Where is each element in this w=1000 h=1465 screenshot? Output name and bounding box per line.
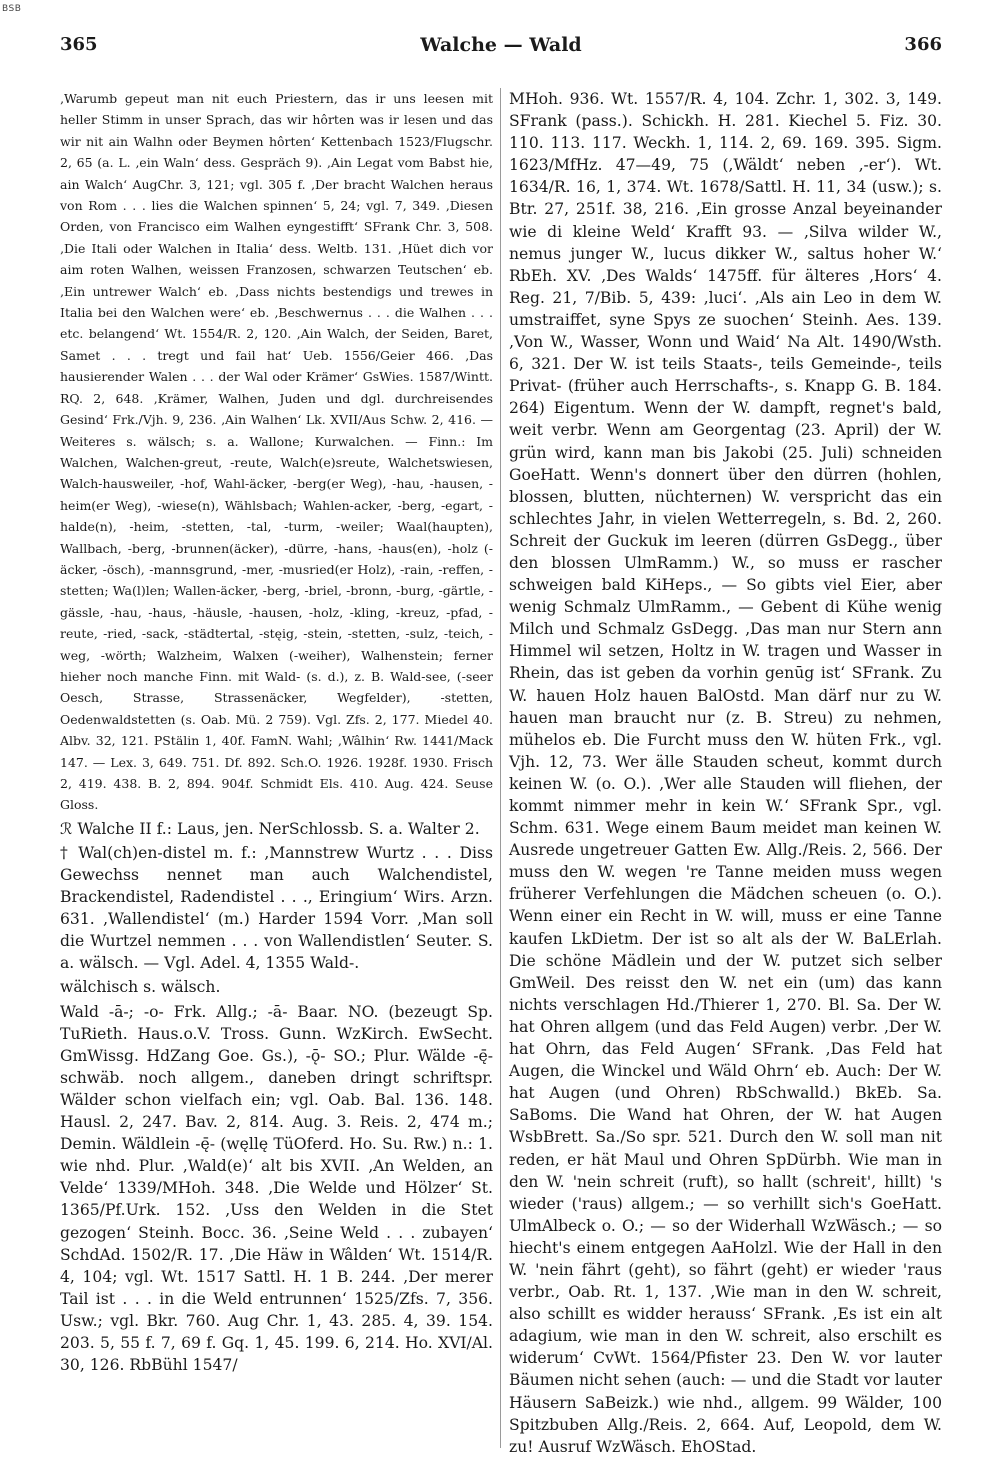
entry-walche-ii: ℛ Walche II f.: Laus, jen. NerSchlossb. S. a. Walter 2. [60, 819, 480, 838]
left-column [60, 88, 493, 1438]
column-divider [500, 88, 501, 1448]
entry-wald: Wald -ā-; -o- Frk. Allg.; -ā- Baar. NO. (bezeugt Sp. TuRieth. Haus.o.V. Tross. Gunn. WzKirch. EwSecht. GmWissg. HdZang Goe. Gs.), -ǭ- SO.; Plur. Wälde -ę̄- schwäb. noch allgem., daneben dringt schriftspr. Wälder schon vielfach ein; vgl. Oab. Bal. 136. 148. Hausl. 2, 247. Bav. 2, 814. Aug. 3. Reis. 2, 474 m.; Demin. Wäldlein -ę̄- (węllę TüOferd. Ho. Su. Rw.) n.: 1. wie nhd. Plur. ‚Wald(e)‘ alt bis XVII. ‚An Welden, an Velde‘ 1339/MHoh. 348. ‚Die Welde und Hölzer‘ St. 1365/Pf.Urk. 152. ‚Uss den Welden in die Stet gezogen‘ Steinh. Bocc. 36. ‚Seine Weld . . . zubayen‘ SchdAd. 1502/R. 17. ‚Die Häw in Wâlden‘ Wt. 1514/R. 4, 104; vgl. Wt. 1517 Sattl. H. 1 B. 244. ‚Der merer Tail ist . . . in die Weld entrunnen‘ 1525/Zfs. 7, 356. Usw.; vgl. Bkr. 760. Aug Chr. 1, 43. 285. 4, 39. 154. 203. 5, 55 f. 7, 69 f. Gq. 1, 45. 199. 6, 214. Ho. XVI/Al. 30, 126. RbBühl 1547/ [60, 1002, 493, 1375]
entry-walche-quotes: ‚Warumb gepeut man nit euch Priestern, das ir uns leesen mit heller Stimm in unser Sprach, das wir hôrten was ir lesen und das wir nit ain Walhn oder Beymen hôrten‘ Kettenbach 1523/Flugschr. 2, 65 (a. L. ‚ein Waln‘ dess. Gespräch 9). ‚Ain Legat vom Babst hie, ain Walch‘ AugChr. 3, 121; vgl. 305 f. ‚Der bracht Walchen heraus von Rom . . . lies die Walchen spinnen‘ 5, 24; vgl. 7, 349. ‚Diesen Orden, von Francisco eim Walhen eyngestifft‘ SFrank Chr. 3, 508. ‚Die Itali oder Walchen in Italia‘ dess. Weltb. 131. ‚Hüet dich vor aim roten Walhen, weissen Franzosen, schwarzen Teutschen‘ eb. ‚Ein untrewer Walch‘ eb. ‚Dass nichts bestendigs und trewes in Italia bei den Walchen were‘ eb. ‚Beschwernus . . . die Walhen . . . etc. belangend‘ Wt. 1554/R. 2, 120. ‚Ain Walch, der Seiden, Baret, Samet . . . tregt und fail hat‘ Ueb. 1556/Geier 466. ‚Das hausierender Walen . . . der Wal oder Krämer‘ GsWies. 1587/Wintt. RQ. 2, 648. ‚Krämer, Walhen, Juden und dgl. durchreisendes Gesind‘ Frk./Vjh. 9, 236. ‚Ain Walhen‘ Lk. XVII/Aus Schw. 2, 416. — Weiteres s. wälsch; s. a. Wallone; Kurwalchen. — Finn.: Im Walchen, Walchen-greut, -reute, Walch(e)sreute, Walchetswiesen, Walch-hausweiler, -hof, Wahl-äcker, -berg(er Weg), -hau, -hausen, -heim(er Weg), -wiese(n), Wählsbach; Wahlen-acker, -berg, -egart, -halde(n), -heim, -stetten, -tal, -turm, -weiler; Waal(haupten), Wallbach, -berg, -brunnen(äcker), -dürre, -hans, -haus(en), -holz (-äcker, -ösch), -mannsgrund, -mer, -musried(er Holz), -rain, -reffen, -stetten; Wa(l)len; Wallen-äcker, -berg, -briel, -bronn, -burg, -gärtle, -gässle, -hau, -haus, -häusle, -hausen, -holz, -kling, -kreuz, -pfad, -reute, -ried, -sack, -städtertal, -stęig, -stein, -stetten, -sulz, -teich, -weg, -wörth; Walzheim, Walxen (-weiher), Walhenstein; ferner hieher noch manche Finn. mit Wald- (s. d.), z. B. Wald-see, (-seer Oesch, Strasse, Strassenäcker, Wegfelder), -stetten, Oedenwaldstetten (s. Oab. Mü. 2 759). Vgl. Zfs. 2, 177. Miedel 40. Albv. 32, 121. PStälin 1, 40f. FamN. Wahl; ‚Wâlhin‘ Rw. 1441/Mack 147. — Lex. 3, 649. 751. Df. 892. Sch.O. 1926. 1928f. 1930. Frisch 2, 419. 438. B. 2, 894. 904f. Schmidt Els. 410. Aug. 424. Seuse Gloss. [60, 91, 493, 813]
right-column [509, 88, 942, 1456]
page-header [60, 34, 942, 68]
entry-waelchisch: wälchisch s. wälsch. [60, 978, 221, 997]
entry-wald-continued: MHoh. 936. Wt. 1557/R. 4, 104. Zchr. 1, 302. 3, 149. SFrank (pass.). Schickh. H. 281. Kiechel 5. Fiz. 30. 110. 113. 117. Weckh. 1, 114. 2, 69. 169. 395. Sigm. 1623/MfHz. 47—49, 75 (‚Wäldt‘ neben ‚-er‘). Wt. 1634/R. 16, 1, 374. Wt. 1678/Sattl. H. 11, 34 (usw.); s. Btr. 27, 251f. 38, 216. ‚Ein grosse Anzal beyeinander wie di kleine Weld‘ Krafft 93. — ‚Silva wilder W., nemus junger W., lucus dikker W., saltus hoher W.‘ RbEh. XV. ‚Des Walds‘ 1475ff. für älteres ‚Hors‘ 4. Reg. 21, 7/Bib. 5, 439: ‚luci‘. ‚Als ain Leo in dem W. umstraiffet, syne Spys ze suochen‘ Steinh. Aes. 139. ‚Von W., Wasser, Wonn und Waid‘ Na Alt. 1490/Wsth. 6, 321. Der W. ist teils Staats-, teils Gemeinde-, teils Privat- (früher auch Herrschafts-, s. Knapp G. B. 184. 264) Eigentum. Wenn der W. dampft, regnet's bald, weit verbr. Wenn am Georgentag (23. April) der W. grün wird, kann man bis Jakobi (25. Juli) schneiden GoeHatt. Wenn's donnert über den dürren (hohlen, blossen, blutten, nüchternen) W. verspricht das ein schlechtes Jahr, in vielen Wetterregeln, s. Bd. 2, 260. Schreit der Guckuk im leeren (dürren GsDegg., über den blossen UlmRamm.) W., so muss er rascher schweigen bald KiHeps., — So gibts viel Eier, aber wenig Schmalz UlmRamm., — Gebent di Kühe wenig Milch und Schmalz GsDegg. ‚Das man nur Stern ann Himmel wil setzen, Holtz in W. tragen und Wasser in Rhein, das ist geben da vorhin genūg ist‘ SFrank. Zu W. hauen Holz hauen BalOstd. Man därf nur zu W. hauen man braucht nur (z. B. Streu) zu nehmen, mühelos eb. Die Furcht muss den W. hüten Frk., vgl. Vjh. 12, 73. Wer älle Stauden scheut, kommt durch keinen W. (o. O.). ‚Wer alle Stauden will fliehen, der kommt nimmer mehr in kein W.‘ SFrank Spr., vgl. Schm. 631. Wege einem Baum meidet man keinen W. Ausrede ungetreuer Gatten Ew. Allg./Reis. 2, 566. Der muss den W. wegen 're Tanne meiden muss wegen früherer Verfehlungen die Mädchen scheuen (o. O.). Wenn einer ein Recht in W. will, muss er eine Tanne kaufen LkDietm. Der ist so alt als der W. BaLErlah. Die schöne Mädlein und der W. putzet sich selber GmWeil. Des reisst den W. net ein (um) das kann nichts verschlagen Hd./Thierer 1, 270. Bl. Sa. Der W. hat Ohren allgem (und das Feld Augen) verbr. ‚Der W. hat Ohrn, das Feld Augen‘ SFrank. ‚Das Feld hat Augen, die Winckel und Wäld Ohrn‘ eb. Auch: Der W. hat Augen (und Ohren) RbSchwalld.) BkEb. Sa. SaBoms. Die Wand hat Ohren, der W. hat Augen WsbBrett. Sa./So spr. 521. Durch den W. soll man nit reden, er hät Maul und Ohren SpDürbh. Wie man in den W. 'nein schreit (ruft), so hallt (schreit', hillt) 's wieder ('raus) allgem.; — so verhillt sich's GoeHatt. UlmAlbeck o. O.; — so der Widerhall WzWäsch.; — so hiecht's einem entgegen AaHolzl. Wie der Hall in den W. 'nein fährt (geht), so fährt (geht) er wieder 'raus verbr., Oab. Rt. 1, 137. ‚Wie man in den W. schreit, also schillt es widder herauss‘ SFrank. ‚Es ist ein alt adagium, wie man in den W. schreit, also erschilt es widerum‘ CvWt. 1564/Pfister 23. Den W. vor lauter Bäumen nicht sehen (auch: — und die Stadt vor lauter Häusern SaBeizk.) wie nhd., allgem. 99 Wälder, 100 Spitzbuben Allg./Reis. 2, 664. Auf, Leopold, dem W. zu! Ausruf WzWäsch. EhOStad. [509, 90, 942, 1456]
page-number-left: 365 [60, 34, 98, 55]
library-stamp: BSB [2, 4, 22, 14]
entry-walchen-distel: † Wal(ch)en-distel m. f.: ‚Mannstrew Wurtz . . . Diss Gewechss nennet man auch Walchendistel, Brackendistel, Radendistel . . ., Eringium‘ Wirs. Arzn. 631. ‚Wallendistel‘ (m.) Harder 1594 Vorr. ‚Man soll die Wurtzel nemmen . . . von Wallendistlen‘ Seuter. S. a. wälsch. — Vgl. Adel. 4, 1355 Wald-. [60, 843, 493, 973]
running-title: Walche — Wald [420, 34, 582, 56]
page-number-right: 366 [904, 34, 942, 55]
